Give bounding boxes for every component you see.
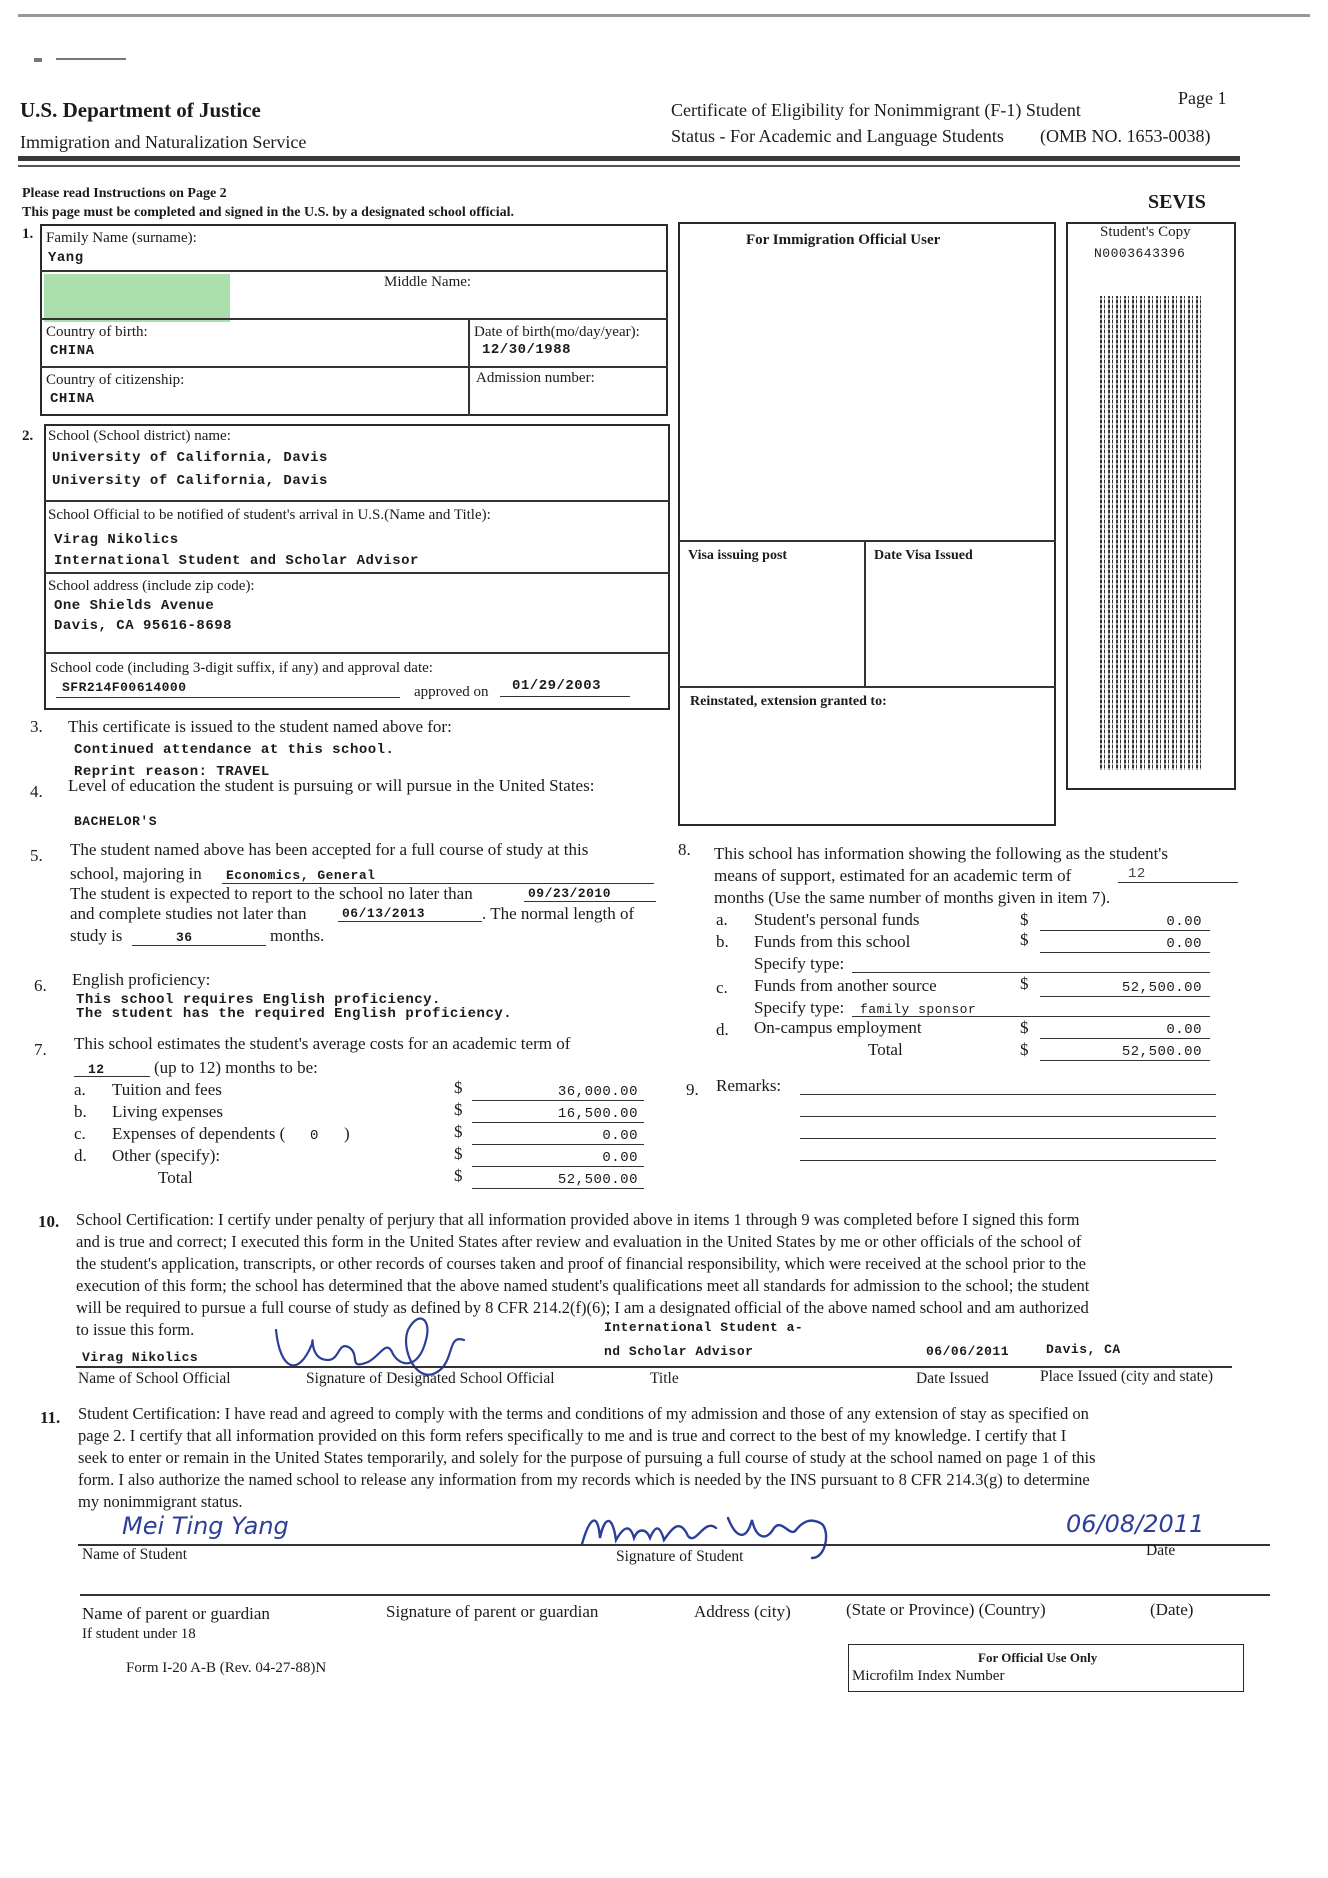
item-5-number: 5. xyxy=(30,846,43,865)
item-8-line-3: months (Use the same number of months given in item 7). xyxy=(714,888,1111,907)
school-name-label: School (School district) name: xyxy=(48,428,231,444)
cost-d-letter: d. xyxy=(74,1146,87,1165)
support-d-label: On-campus employment xyxy=(754,1018,922,1037)
citizenship-row-line xyxy=(40,366,668,368)
support-c-specify-underline xyxy=(852,1016,1210,1017)
support-a-underline xyxy=(1040,930,1210,931)
item-3-value-2: Reprint reason: TRAVEL xyxy=(74,764,270,780)
item-5-line-5a: study is xyxy=(70,926,123,945)
report-date-underline xyxy=(524,901,656,902)
item-4-text: Level of education the student is pursuing or will pursue in the United States: xyxy=(68,776,595,795)
cost-c-dependents: 0 xyxy=(310,1128,319,1144)
item-5-line-4b: . The normal length of xyxy=(482,904,635,923)
cost-c-currency: $ xyxy=(454,1122,463,1141)
visa-divider xyxy=(864,540,866,686)
school-official-name-label: Name of School Official xyxy=(78,1370,231,1387)
guardian-date-label: (Date) xyxy=(1150,1600,1194,1619)
cost-a-label: Tuition and fees xyxy=(112,1080,222,1099)
item-8-months: 12 xyxy=(1128,866,1146,882)
student-name-label: Name of Student xyxy=(82,1546,188,1563)
item-8-number: 8. xyxy=(678,840,691,859)
birth-country-label: Country of birth: xyxy=(46,324,148,340)
item-5-line-4a: and complete studies not later than xyxy=(70,904,307,923)
item-7-months: 12 xyxy=(88,1062,105,1077)
support-c-label: Funds from another source xyxy=(754,976,937,995)
support-total-underline xyxy=(1040,1060,1210,1061)
date-issued-value: 06/06/2011 xyxy=(926,1344,1010,1359)
school-name-value-2: University of California, Davis xyxy=(52,473,328,489)
complete-date-value: 06/13/2013 xyxy=(342,906,426,921)
item-5-line-2: school, majoring in xyxy=(70,864,202,883)
school-official-name-value: Virag Nikolics xyxy=(82,1350,199,1365)
form-number: Form I-20 A-B (Rev. 04-27-88)N xyxy=(126,1660,327,1676)
student-cert-line-3: seek to enter or remain in the United States temporarily, and solely for the purpose of pursuing a full course of study at the school named on page 1 of this xyxy=(78,1448,1096,1467)
official-row-line xyxy=(44,500,670,502)
sevis-barcode xyxy=(1100,296,1202,770)
cost-c-value: 0.00 xyxy=(602,1128,638,1144)
service-name: Immigration and Naturalization Service xyxy=(20,132,307,152)
student-cert-line-2: page 2. I certify that all information provided on this form refers specifically to me and is true and correct to the best of my knowledge. I certify that I xyxy=(78,1426,1067,1445)
support-c-specify-value: family sponsor xyxy=(860,1002,977,1017)
item-10-number: 10. xyxy=(38,1212,60,1231)
place-issued-label: Place Issued (city and state) xyxy=(1040,1368,1214,1385)
birth-row-line xyxy=(40,318,668,320)
item-8-line-2: means of support, estimated for an academic term of xyxy=(714,866,1072,885)
support-b-letter: b. xyxy=(716,932,729,951)
visa-date-label: Date Visa Issued xyxy=(874,548,973,563)
item-7-line-1: This school estimates the student's average costs for an academic term of xyxy=(74,1034,571,1053)
report-date-value: 09/23/2010 xyxy=(528,886,612,901)
item-3-number: 3. xyxy=(30,717,43,736)
guardian-rule xyxy=(80,1594,1270,1596)
item-4-value: BACHELOR'S xyxy=(74,814,158,829)
student-cert-line-5: my nonimmigrant status. xyxy=(78,1492,243,1511)
citizenship-label: Country of citizenship: xyxy=(46,372,185,388)
guardian-state-label: (State or Province) (Country) xyxy=(846,1600,1046,1619)
item-1-number: 1. xyxy=(22,226,34,242)
support-b-label: Funds from this school xyxy=(754,932,911,951)
support-c-specify-label: Specify type: xyxy=(754,998,845,1017)
cost-c-label-end: ) xyxy=(344,1124,350,1143)
support-total-currency: $ xyxy=(1020,1040,1029,1059)
school-official-title-1: International Student a- xyxy=(604,1320,804,1335)
guardian-under-label: If student under 18 xyxy=(82,1626,196,1642)
cost-c-label: Expenses of dependents ( xyxy=(112,1124,286,1143)
cert-title-2: Status - For Academic and Language Students xyxy=(671,126,1004,146)
student-signature-rule xyxy=(78,1544,1270,1546)
support-c-letter: c. xyxy=(716,978,728,997)
student-date-label: Date xyxy=(1146,1542,1176,1559)
item-5-line-1: The student named above has been accepted for a full course of study at this xyxy=(70,840,589,859)
school-cert-line-5: will be required to pursue a full course of study as defined by 8 CFR 214.2(f)(6); I am a designated official of the above named school and am authorized xyxy=(76,1298,1089,1317)
school-cert-line-4: execution of this form; the school has determined that the above named student's qualifications meet all standards for admission to the school; the student xyxy=(76,1276,1090,1295)
school-official-name: Virag Nikolics xyxy=(54,532,179,548)
item-7-line-2: (up to 12) months to be: xyxy=(154,1058,318,1077)
support-d-currency: $ xyxy=(1020,1018,1029,1037)
school-code-label: School code (including 3-digit suffix, if any) and approval date: xyxy=(50,660,433,676)
guardian-sig-label: Signature of parent or guardian xyxy=(386,1602,599,1621)
sevis-label: SEVIS xyxy=(1148,191,1206,213)
students-copy-label: Student's Copy xyxy=(1100,224,1191,240)
study-months-underline xyxy=(132,945,266,946)
item-4-number: 4. xyxy=(30,782,43,801)
support-b-value: 0.00 xyxy=(1166,936,1202,952)
support-d-value: 0.00 xyxy=(1166,1022,1202,1038)
item-8-months-underline xyxy=(1118,882,1238,883)
school-official-title: International Student and Scholar Advisor xyxy=(54,553,419,569)
approved-on-label: approved on xyxy=(414,684,489,700)
cost-c-letter: c. xyxy=(74,1124,86,1143)
cost-d-currency: $ xyxy=(454,1144,463,1163)
date-issued-label: Date Issued xyxy=(916,1370,989,1387)
family-name-label: Family Name (surname): xyxy=(46,230,197,246)
place-issued-value: Davis, CA xyxy=(1046,1342,1121,1357)
cost-total-value: 52,500.00 xyxy=(557,1172,638,1188)
item-9-number: 9. xyxy=(686,1080,699,1099)
code-row-line xyxy=(44,652,670,654)
study-months-value: 36 xyxy=(176,930,193,945)
remarks-line-3 xyxy=(800,1138,1216,1139)
school-official-title-label: Title xyxy=(650,1370,679,1387)
support-total-value: 52,500.00 xyxy=(1121,1044,1202,1060)
sevis-id: N0003643396 xyxy=(1094,246,1186,261)
dob-label: Date of birth(mo/day/year): xyxy=(474,324,640,340)
student-name-handwritten: Mei Ting Yang xyxy=(122,1512,289,1540)
support-b-specify-label: Specify type: xyxy=(754,954,845,973)
reinstated-row-line xyxy=(678,686,1056,688)
family-name-value: Yang xyxy=(48,250,84,266)
support-c-currency: $ xyxy=(1020,974,1029,993)
item-11-number: 11. xyxy=(40,1408,61,1427)
item-6-value-1: This school requires English proficiency. xyxy=(76,992,441,1008)
student-cert-line-1: Student Certification: I have read and agreed to comply with the terms and conditions of my admission and those of any extension of stay as specified on xyxy=(78,1404,1089,1423)
school-cert-line-6: to issue this form. xyxy=(76,1320,195,1339)
support-a-value: 0.00 xyxy=(1166,914,1202,930)
admission-label: Admission number: xyxy=(476,370,595,386)
remarks-line-1 xyxy=(800,1094,1216,1095)
major-value: Economics, General xyxy=(226,868,376,883)
microfilm-label: Microfilm Index Number xyxy=(852,1668,1005,1684)
cost-a-underline xyxy=(472,1100,644,1101)
header-rule xyxy=(18,156,1240,161)
item-6-value-2: The student has the required English proficiency. xyxy=(76,1006,513,1022)
remarks-line-2 xyxy=(800,1116,1216,1117)
cost-a-letter: a. xyxy=(74,1080,86,1099)
school-address-1: One Shields Avenue xyxy=(54,598,215,614)
guardian-address-label: Address (city) xyxy=(694,1602,791,1621)
cert-title-1: Certificate of Eligibility for Nonimmigrant (F-1) Student xyxy=(671,100,1081,120)
approved-on-value: 01/29/2003 xyxy=(512,678,602,694)
cost-d-label: Other (specify): xyxy=(112,1146,221,1165)
cost-b-currency: $ xyxy=(454,1100,463,1119)
remarks-label: Remarks: xyxy=(716,1076,782,1095)
official-use-label: For Official Use Only xyxy=(978,1650,1098,1665)
school-code-value: SFR214F00614000 xyxy=(62,680,187,695)
page-number: Page 1 xyxy=(1178,88,1227,108)
visa-row-line xyxy=(678,540,1056,542)
item-5-line-3: The student is expected to report to the school no later than xyxy=(70,884,473,903)
support-a-currency: $ xyxy=(1020,910,1029,929)
item-3-value-1: Continued attendance at this school. xyxy=(74,742,395,758)
item-8-line-1: This school has information showing the following as the student's xyxy=(714,844,1168,863)
family-name-line xyxy=(40,270,668,272)
school-code-underline xyxy=(56,697,400,698)
school-official-sig-label: Signature of Designated School Official xyxy=(306,1370,555,1387)
item-6-label: English proficiency: xyxy=(72,970,211,989)
cost-d-underline xyxy=(472,1166,644,1167)
school-name-value-1: University of California, Davis xyxy=(52,450,328,466)
school-cert-line-3: the student's application, transcripts, or other records of courses taken and proof of financial responsibility, which were received at the school prior to the xyxy=(76,1254,1086,1273)
address-row-line xyxy=(44,572,670,574)
item-2-number: 2. xyxy=(22,428,34,444)
cost-b-underline xyxy=(472,1122,644,1123)
item-6-number: 6. xyxy=(34,976,47,995)
school-official-title-2: nd Scholar Advisor xyxy=(604,1344,754,1359)
support-b-specify-underline xyxy=(852,972,1210,973)
agency-name: U.S. Department of Justice xyxy=(20,98,261,122)
corner-mark xyxy=(34,58,42,62)
support-b-underline xyxy=(1040,952,1210,953)
support-d-underline xyxy=(1040,1038,1210,1039)
cost-b-value: 16,500.00 xyxy=(557,1106,638,1122)
support-a-label: Student's personal funds xyxy=(754,910,920,929)
school-address-label: School address (include zip code): xyxy=(48,578,255,594)
corner-dash xyxy=(56,58,126,60)
cost-total-underline xyxy=(472,1188,644,1189)
header-rule-2 xyxy=(18,165,1240,167)
cost-d-value: 0.00 xyxy=(602,1150,638,1166)
cost-total-label: Total xyxy=(158,1168,193,1187)
school-address-2: Davis, CA 95616-8698 xyxy=(54,618,233,634)
approved-underline xyxy=(500,696,630,697)
complete-date-underline xyxy=(338,921,482,922)
instructions-2: This page must be completed and signed in the U.S. by a designated school official. xyxy=(22,205,514,220)
support-a-letter: a. xyxy=(716,910,728,929)
cost-total-currency: $ xyxy=(454,1166,463,1185)
support-c-underline xyxy=(1040,996,1210,997)
support-total-label: Total xyxy=(868,1040,903,1059)
birth-country-value: CHINA xyxy=(50,343,95,359)
student-date-handwritten: 06/08/2011 xyxy=(1066,1510,1205,1538)
support-d-letter: d. xyxy=(716,1020,729,1039)
cost-c-underline xyxy=(472,1144,644,1145)
student-sig-label: Signature of Student xyxy=(616,1548,744,1565)
item-7-months-underline xyxy=(74,1076,150,1077)
reinstated-label: Reinstated, extension granted to: xyxy=(690,694,887,709)
redacted-given-name xyxy=(44,274,230,322)
omb-number: (OMB NO. 1653-0038) xyxy=(1040,126,1211,146)
item-7-number: 7. xyxy=(34,1040,47,1059)
top-rule xyxy=(18,14,1310,17)
cost-a-currency: $ xyxy=(454,1078,463,1097)
item-5-line-5b: months. xyxy=(270,926,325,945)
support-b-currency: $ xyxy=(1020,930,1029,949)
remarks-line-4 xyxy=(800,1160,1216,1161)
school-cert-line-1: School Certification: I certify under penalty of perjury that all information provided above in items 1 through 9 was completed before I signed this form xyxy=(76,1210,1080,1229)
item-3-text: This certificate is issued to the student named above for: xyxy=(68,717,452,736)
visa-post-label: Visa issuing post xyxy=(688,548,788,563)
dob-value: 12/30/1988 xyxy=(482,342,572,358)
guardian-name-label: Name of parent or guardian xyxy=(82,1604,270,1623)
cost-b-letter: b. xyxy=(74,1102,87,1121)
school-cert-line-2: and is true and correct; I executed this form in the United States after review and evaluation in the United States by me or other officials of the school of xyxy=(76,1232,1082,1251)
instructions-1: Please read Instructions on Page 2 xyxy=(22,186,227,201)
cost-b-label: Living expenses xyxy=(112,1102,223,1121)
school-official-label: School Official to be notified of student's arrival in U.S.(Name and Title): xyxy=(48,507,491,523)
immigration-official-title: For Immigration Official User xyxy=(746,232,941,248)
cost-a-value: 36,000.00 xyxy=(557,1084,638,1100)
student-cert-line-4: form. I also authorize the named school to release any information from my records which is needed by the INS pursuant to 8 CFR 214.3(g) to determine xyxy=(78,1470,1090,1489)
middle-name-label: Middle Name: xyxy=(384,274,472,290)
citizenship-value: CHINA xyxy=(50,391,95,407)
immigration-official-box xyxy=(678,222,1056,826)
support-c-value: 52,500.00 xyxy=(1121,980,1202,996)
